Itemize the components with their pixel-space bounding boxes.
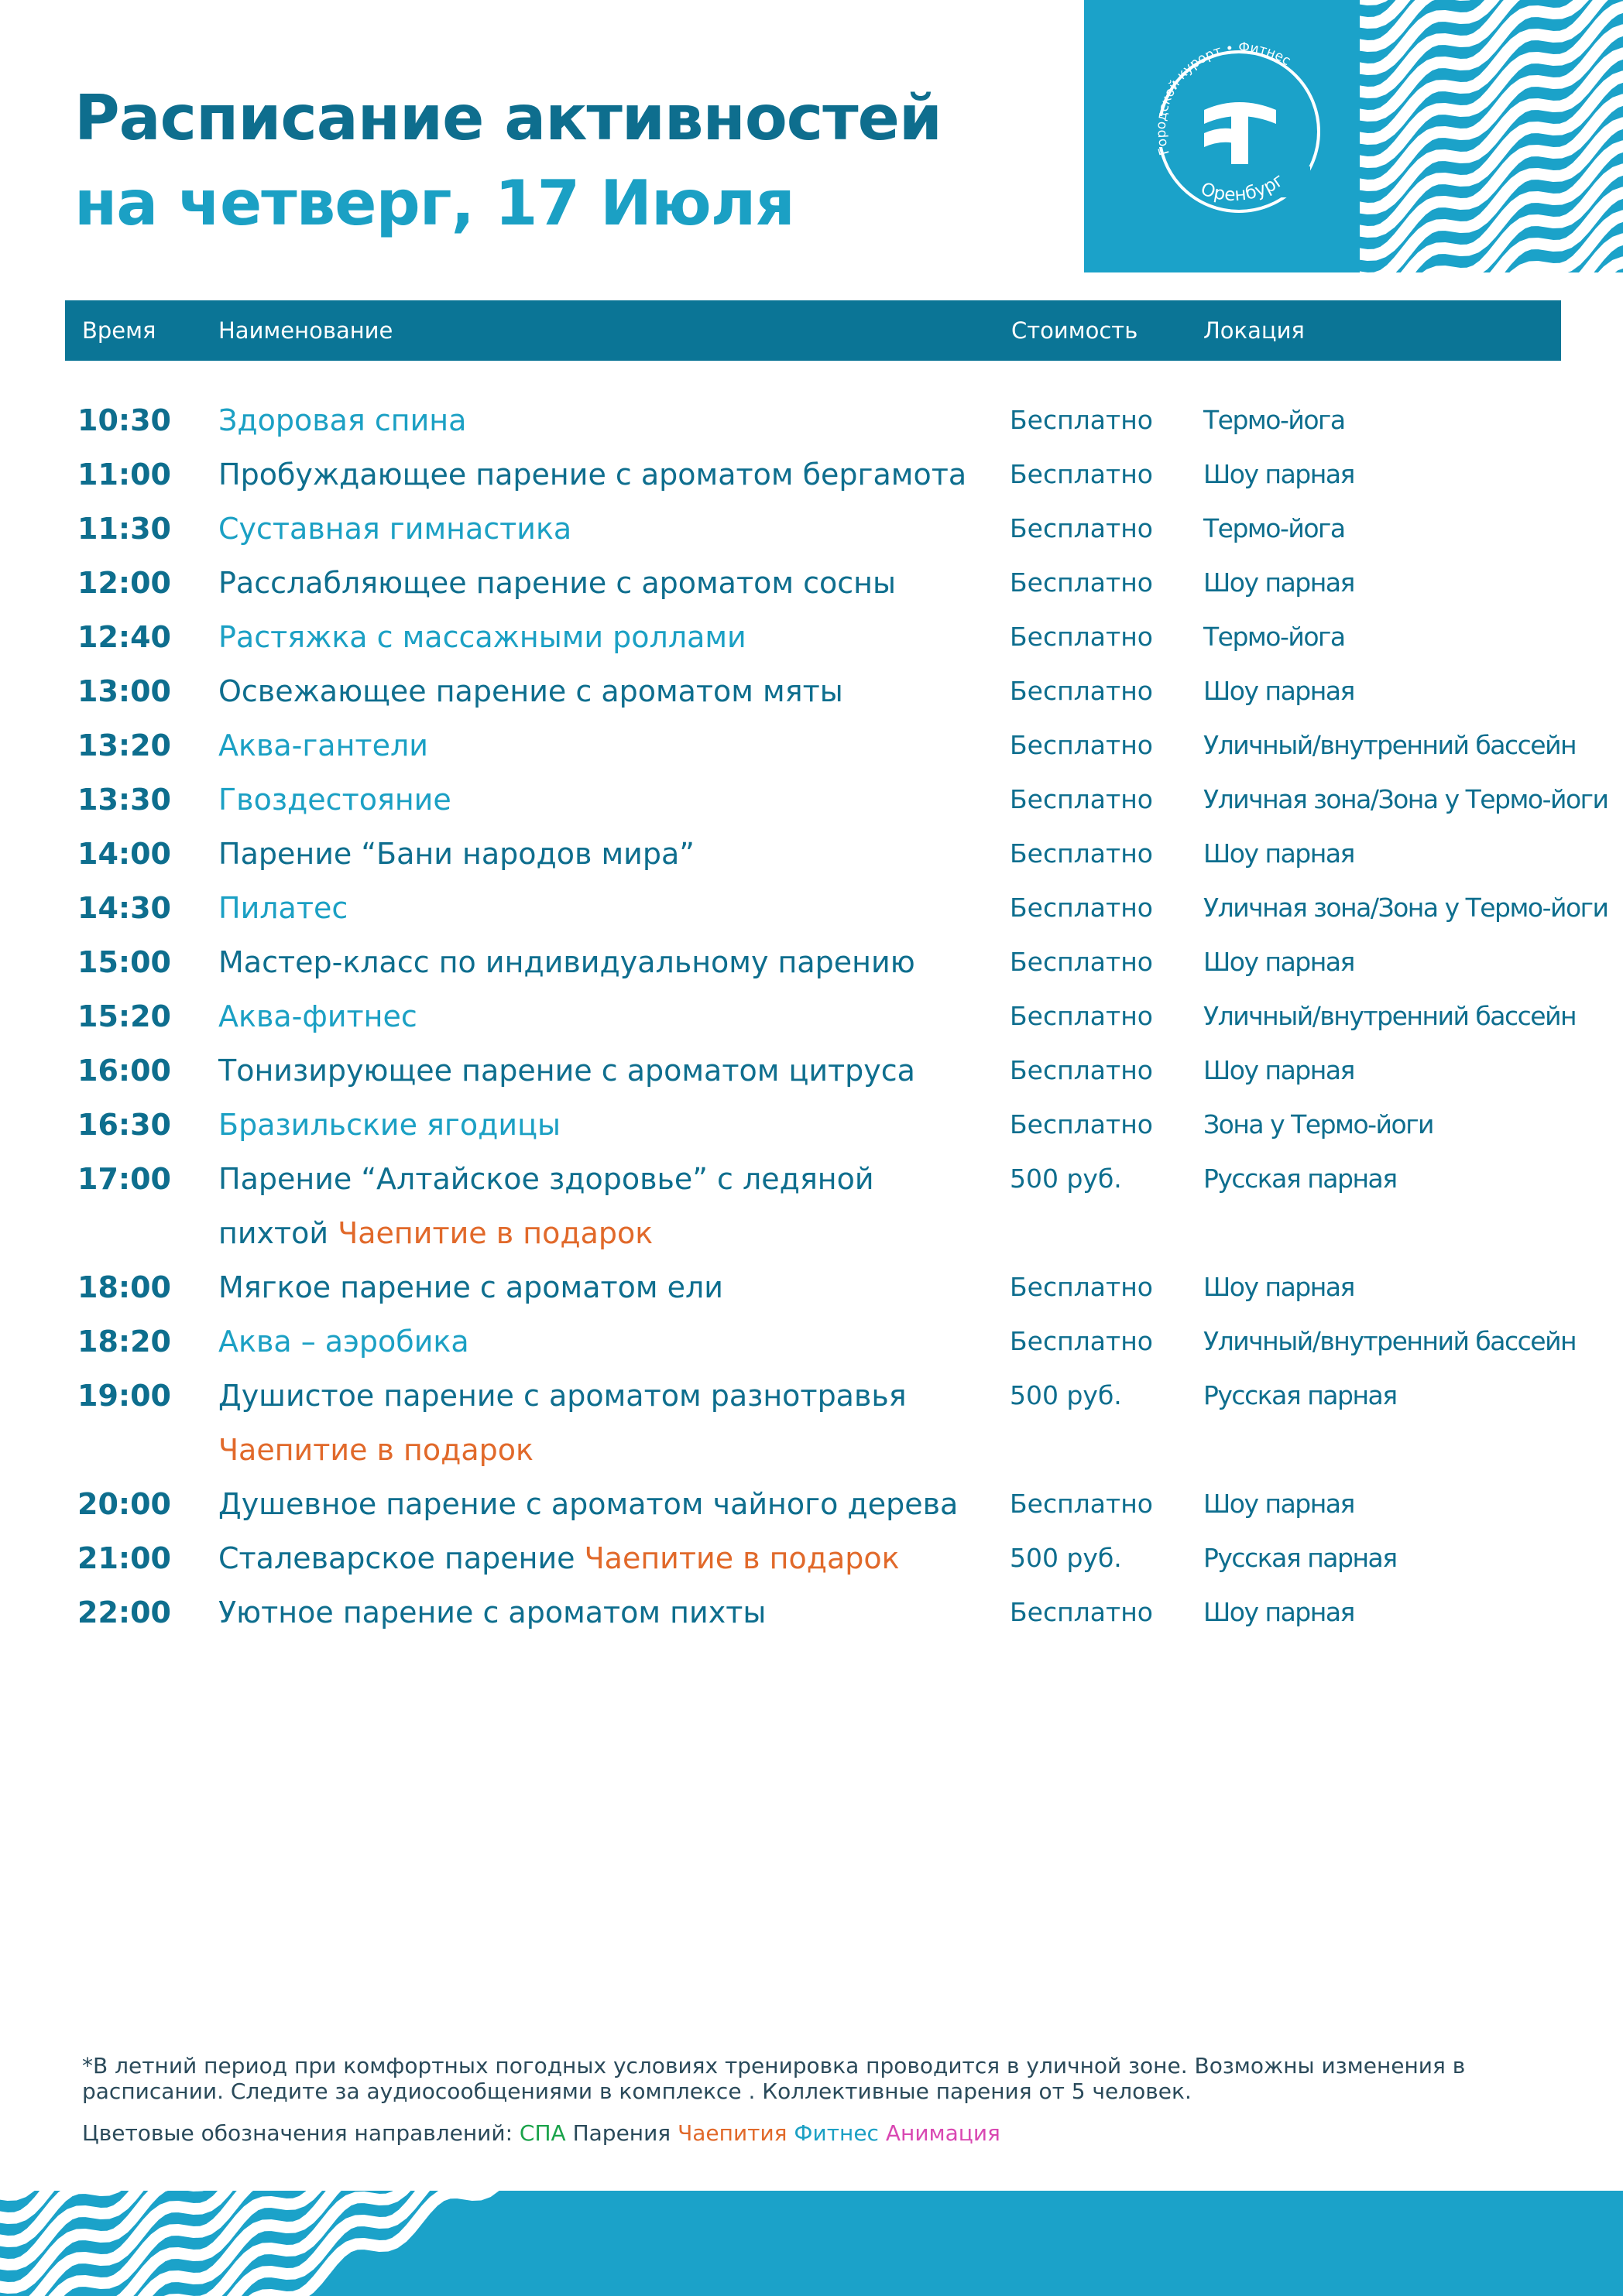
title-line-1: Расписание активностей <box>74 82 942 154</box>
table-row <box>0 1260 1623 1314</box>
table-row-continuation <box>0 1423 1623 1477</box>
legend-item: Фитнес <box>794 2120 879 2146</box>
table-row <box>0 556 1623 610</box>
row-location: Уличный/внутренний бассейн <box>1203 1001 1577 1031</box>
row-activity <box>218 664 843 718</box>
table-row <box>0 773 1623 827</box>
row-time: 13:00 <box>77 674 171 708</box>
row-time: 17:00 <box>77 1162 171 1196</box>
row-time: 13:20 <box>77 728 171 762</box>
row-activity <box>218 393 466 447</box>
row-time: 12:00 <box>77 566 171 600</box>
table-row <box>0 1585 1623 1640</box>
row-location: Русская парная <box>1203 1543 1397 1573</box>
row-activity-cont-text: пихтой <box>218 1216 338 1250</box>
row-activity-name: Аква-гантели <box>218 728 428 762</box>
row-activity <box>218 881 348 935</box>
row-price: Бесплатно <box>1010 730 1153 760</box>
header-name: Наименование <box>218 317 393 344</box>
row-location: Шоу парная <box>1203 1055 1354 1085</box>
table-row <box>0 447 1623 502</box>
logo-emblem-icon <box>1084 0 1360 272</box>
header-time: Время <box>82 317 156 344</box>
row-activity-name: Аква – аэробика <box>218 1324 469 1359</box>
row-time: 18:20 <box>77 1324 171 1359</box>
row-activity-name: Тонизирующее парение с ароматом цитруса <box>218 1054 915 1088</box>
row-time: 10:30 <box>77 403 171 437</box>
footnote: *В летний период при комфортных погодных условиях тренировка проводится в уличной зоне. Возможны изменения в расписании. Следите за аудиосообщениями в комплексе . Коллективные парения от 5 человек. <box>82 2053 1466 2104</box>
table-row <box>0 718 1623 773</box>
row-activity <box>218 718 428 773</box>
row-price: 500 руб. <box>1010 1163 1122 1194</box>
row-activity <box>218 1152 874 1206</box>
row-time: 14:30 <box>77 891 171 925</box>
row-price: Бесплатно <box>1010 838 1153 869</box>
row-activity-name: Освежающее парение с ароматом мяты <box>218 674 843 708</box>
table-row <box>0 1043 1623 1098</box>
row-location: Термо-йога <box>1203 622 1345 652</box>
row-time: 18:00 <box>77 1270 171 1304</box>
row-activity-name: Сталеварское парение <box>218 1541 585 1575</box>
row-price: Бесплатно <box>1010 1597 1153 1627</box>
row-location: Русская парная <box>1203 1163 1397 1194</box>
row-activity-name: Уютное парение с ароматом пихты <box>218 1595 767 1629</box>
row-location: Уличная зона/Зона у Термо-йоги <box>1203 784 1608 814</box>
row-time: 14:00 <box>77 837 171 871</box>
row-activity <box>218 1369 907 1423</box>
row-location: Термо-йога <box>1203 513 1345 543</box>
row-activity-name: Душистое парение с ароматом разнотравья <box>218 1379 907 1413</box>
row-location: Зона у Термо-йоги <box>1203 1109 1433 1139</box>
row-activity <box>218 827 695 881</box>
row-activity-name: Парение “Бани народов мира” <box>218 837 695 871</box>
row-activity-name: Мастер-класс по индивидуальному парению <box>218 945 915 979</box>
row-price: 500 руб. <box>1010 1380 1122 1410</box>
table-row <box>0 393 1623 447</box>
row-price: Бесплатно <box>1010 513 1153 543</box>
row-activity <box>218 1098 561 1152</box>
row-location: Термо-йога <box>1203 405 1345 435</box>
row-activity-name: Душевное парение с ароматом чайного дерева <box>218 1487 959 1521</box>
row-activity <box>218 447 966 502</box>
row-location: Шоу парная <box>1203 838 1354 869</box>
row-time: 12:40 <box>77 620 171 654</box>
row-location: Шоу парная <box>1203 1489 1354 1519</box>
row-activity-name: Аква-фитнес <box>218 999 417 1033</box>
row-location: Шоу парная <box>1203 676 1354 706</box>
row-activity <box>218 556 896 610</box>
row-location: Уличный/внутренний бассейн <box>1203 730 1577 760</box>
row-activity-name: Пилатес <box>218 891 348 925</box>
row-location: Шоу парная <box>1203 567 1354 598</box>
row-price: Бесплатно <box>1010 676 1153 706</box>
legend-prefix: Цветовые обозначения направлений: <box>82 2120 520 2146</box>
row-activity <box>218 610 746 664</box>
row-time: 22:00 <box>77 1595 171 1629</box>
logo-ring-text: Городской курорт • Фитнес <box>1153 39 1294 157</box>
table-row-continuation <box>0 1206 1623 1260</box>
table-row <box>0 1098 1623 1152</box>
table-row <box>0 1531 1623 1585</box>
table-row <box>0 502 1623 556</box>
row-price: Бесплатно <box>1010 1109 1153 1139</box>
table-row <box>0 664 1623 718</box>
row-time: 16:30 <box>77 1108 171 1142</box>
row-activity-name: Бразильские ягодицы <box>218 1108 561 1142</box>
row-activity-name: Суставная гимнастика <box>218 512 572 546</box>
table-row <box>0 610 1623 664</box>
row-time: 15:20 <box>77 999 171 1033</box>
row-price: Бесплатно <box>1010 784 1153 814</box>
legend-item: Парения <box>572 2120 671 2146</box>
row-price: Бесплатно <box>1010 1326 1153 1356</box>
row-location: Русская парная <box>1203 1380 1397 1410</box>
row-activity-name: Здоровая спина <box>218 403 467 437</box>
row-activity-name: Парение “Алтайское здоровье” с ледяной <box>218 1162 874 1196</box>
row-tea-label: Чаепитие в подарок <box>338 1216 654 1250</box>
page-title <box>74 76 942 246</box>
table-row <box>0 827 1623 881</box>
row-tea-label: Чаепитие в подарок <box>584 1541 900 1575</box>
row-price: Бесплатно <box>1010 893 1153 923</box>
table-header <box>65 300 1561 361</box>
row-location: Шоу парная <box>1203 1272 1354 1302</box>
row-price: Бесплатно <box>1010 1055 1153 1085</box>
row-price: Бесплатно <box>1010 622 1153 652</box>
header-price: Стоимость <box>1011 317 1138 344</box>
color-legend <box>82 2120 1000 2147</box>
row-location: Шоу парная <box>1203 1597 1354 1627</box>
row-time: 21:00 <box>77 1541 171 1575</box>
row-time: 11:00 <box>77 457 171 492</box>
row-location: Шоу парная <box>1203 947 1354 977</box>
row-activity <box>218 773 451 827</box>
row-activity <box>218 935 915 989</box>
legend-item: Чаепития <box>678 2120 787 2146</box>
row-price: Бесплатно <box>1010 1272 1153 1302</box>
row-activity-continuation <box>218 1206 653 1260</box>
row-activity <box>218 1477 958 1531</box>
row-price: Бесплатно <box>1010 405 1153 435</box>
row-activity-name: Мягкое парение с ароматом ели <box>218 1270 723 1304</box>
row-price: Бесплатно <box>1010 1001 1153 1031</box>
row-location: Уличная зона/Зона у Термо-йоги <box>1203 893 1608 923</box>
row-location: Уличный/внутренний бассейн <box>1203 1326 1577 1356</box>
table-row <box>0 881 1623 935</box>
row-activity <box>218 1531 900 1585</box>
table-row <box>0 935 1623 989</box>
row-price: Бесплатно <box>1010 1489 1153 1519</box>
table-row <box>0 1477 1623 1531</box>
table-row <box>0 1369 1623 1423</box>
row-time: 11:30 <box>77 512 171 546</box>
row-activity-continuation <box>218 1423 534 1477</box>
legend-item: Анимация <box>885 2120 1000 2146</box>
row-activity <box>218 1314 469 1369</box>
row-price: Бесплатно <box>1010 947 1153 977</box>
wave-pattern-top <box>1360 0 1623 272</box>
table-row <box>0 989 1623 1043</box>
legend-item: СПА <box>519 2120 566 2146</box>
row-activity <box>218 502 571 556</box>
title-line-2: на четверг, 17 Июля <box>74 167 794 239</box>
row-activity <box>218 989 417 1043</box>
row-location: Шоу парная <box>1203 459 1354 489</box>
row-price: Бесплатно <box>1010 567 1153 598</box>
row-time: 13:30 <box>77 783 171 817</box>
row-activity-name: Растяжка с массажными роллами <box>218 620 746 654</box>
row-tea-label: Чаепитие в подарок <box>218 1433 534 1467</box>
row-activity-name: Пробуждающее парение с ароматом бергамота <box>218 457 967 492</box>
table-row <box>0 1314 1623 1369</box>
row-activity <box>218 1260 723 1314</box>
logo-city: Оренбург <box>1198 170 1288 206</box>
header-location: Локация <box>1203 317 1305 344</box>
row-price: 500 руб. <box>1010 1543 1122 1573</box>
row-activity-name: Расслабляющее парение с ароматом сосны <box>218 566 896 600</box>
row-time: 19:00 <box>77 1379 171 1413</box>
row-time: 20:00 <box>77 1487 171 1521</box>
brand-logo <box>1084 0 1360 272</box>
row-activity <box>218 1043 915 1098</box>
row-time: 15:00 <box>77 945 171 979</box>
wave-pattern-bottom <box>0 2191 1623 2296</box>
row-price: Бесплатно <box>1010 459 1153 489</box>
row-activity-name: Гвоздестояние <box>218 783 451 817</box>
table-row <box>0 1152 1623 1206</box>
row-activity <box>218 1585 766 1640</box>
row-time: 16:00 <box>77 1054 171 1088</box>
